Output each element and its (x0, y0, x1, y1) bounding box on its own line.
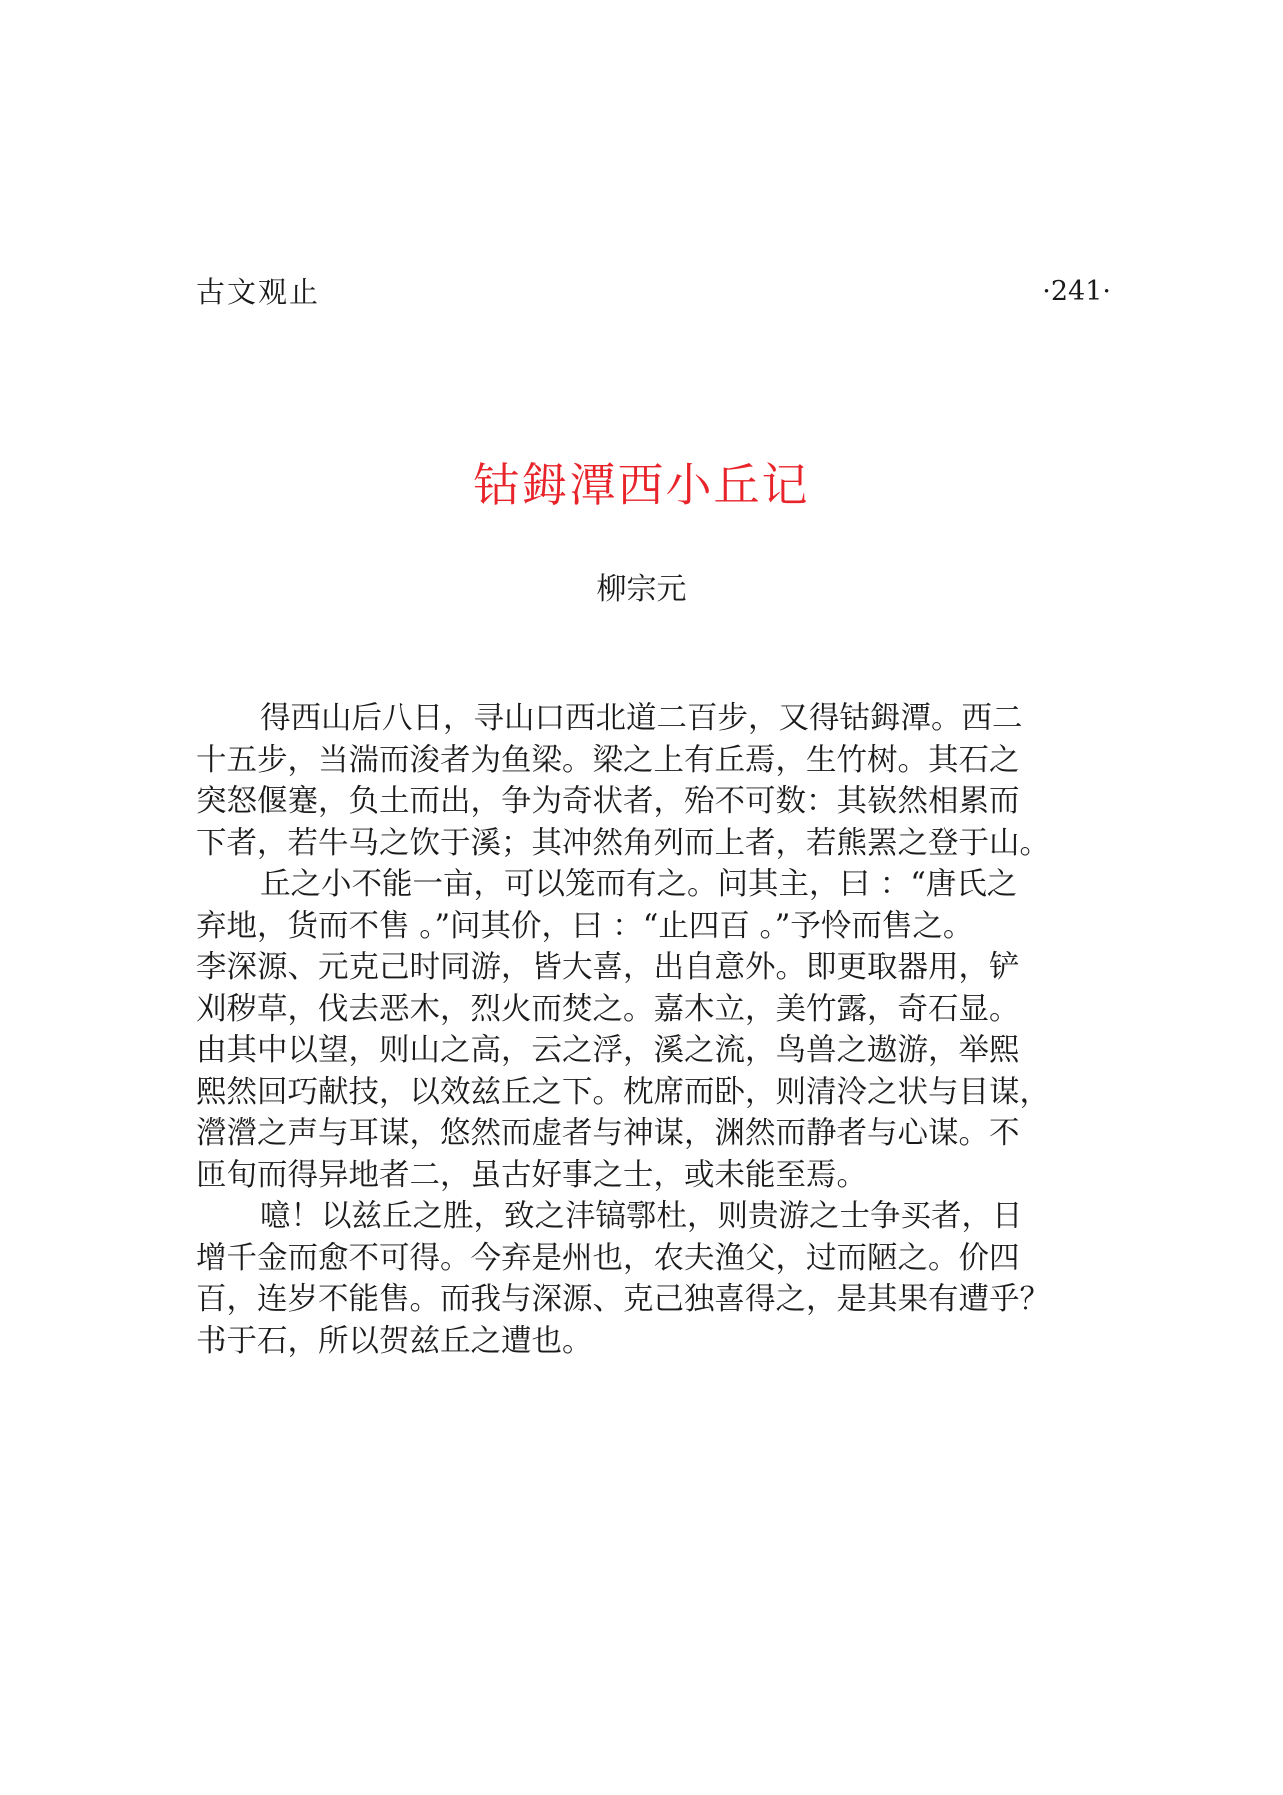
text-line: 百，连岁不能售。而我与深源、克己独喜得之，是其果有遭乎？ (196, 1282, 1050, 1317)
text-line: 弃地，货而不售 。”问其价，曰 ：“止四百 。”予怜而售之。 (196, 908, 974, 944)
essay-body (196, 698, 1116, 1362)
text-line: 增千金而愈不可得。今弃是州也，农夫渔父，过而陋之。价四 (196, 1240, 1020, 1276)
text-line: 刈秽草，伐去恶木，烈火而焚之。嘉木立，美竹露，奇石显。 (196, 991, 1020, 1027)
text-line: 得西山后八日，寻山口西北道二百步，又得钴鉧潭。西二 (260, 701, 1023, 736)
text-line: 书于石，所以贺兹丘之遭也。 (196, 1323, 593, 1359)
text-line: 李深源、元克己时同游，皆大喜，出自意外。即更取器用，铲 (196, 950, 1020, 985)
author-name: 柳宗元 (596, 572, 687, 607)
text-line: 丘之小不能一亩，可以笼而有之。问其主，曰 ：“唐氏之 (260, 867, 1018, 902)
page-number: ·241· (1042, 276, 1111, 307)
text-line: 噫！以兹丘之胜，致之沣镐鄠杜，则贵游之士争买者，日 (260, 1199, 1023, 1234)
text-line: 匝旬而得异地者二，虽古好事之士，或未能至焉。 (196, 1157, 867, 1193)
running-head (196, 272, 1111, 312)
text-line: 由其中以望，则山之高，云之浮，溪之流，鸟兽之遨游，举熙 (196, 1033, 1020, 1068)
book-title: 古文观止 (196, 275, 321, 309)
text-line: 瀯瀯之声与耳谋，悠然而虚者与神谋，渊然而静者与心谋。不 (196, 1116, 1020, 1151)
text-line: 下者，若牛马之饮于溪；其冲然角列而上者，若熊罴之登于山。 (196, 825, 1050, 861)
text-line: 十五步，当湍而浚者为鱼梁。梁之上有丘焉，生竹树。其石之 (196, 742, 1020, 778)
essay-title: 钴鉧潭西小丘记 (473, 458, 810, 512)
text-line: 熙然回巧献技，以效兹丘之下。枕席而卧，则清泠之状与目谋， (196, 1074, 1050, 1110)
text-line: 突怒偃蹇，负土而出，争为奇状者，殆不可数：其嵚然相累而 (196, 784, 1020, 819)
